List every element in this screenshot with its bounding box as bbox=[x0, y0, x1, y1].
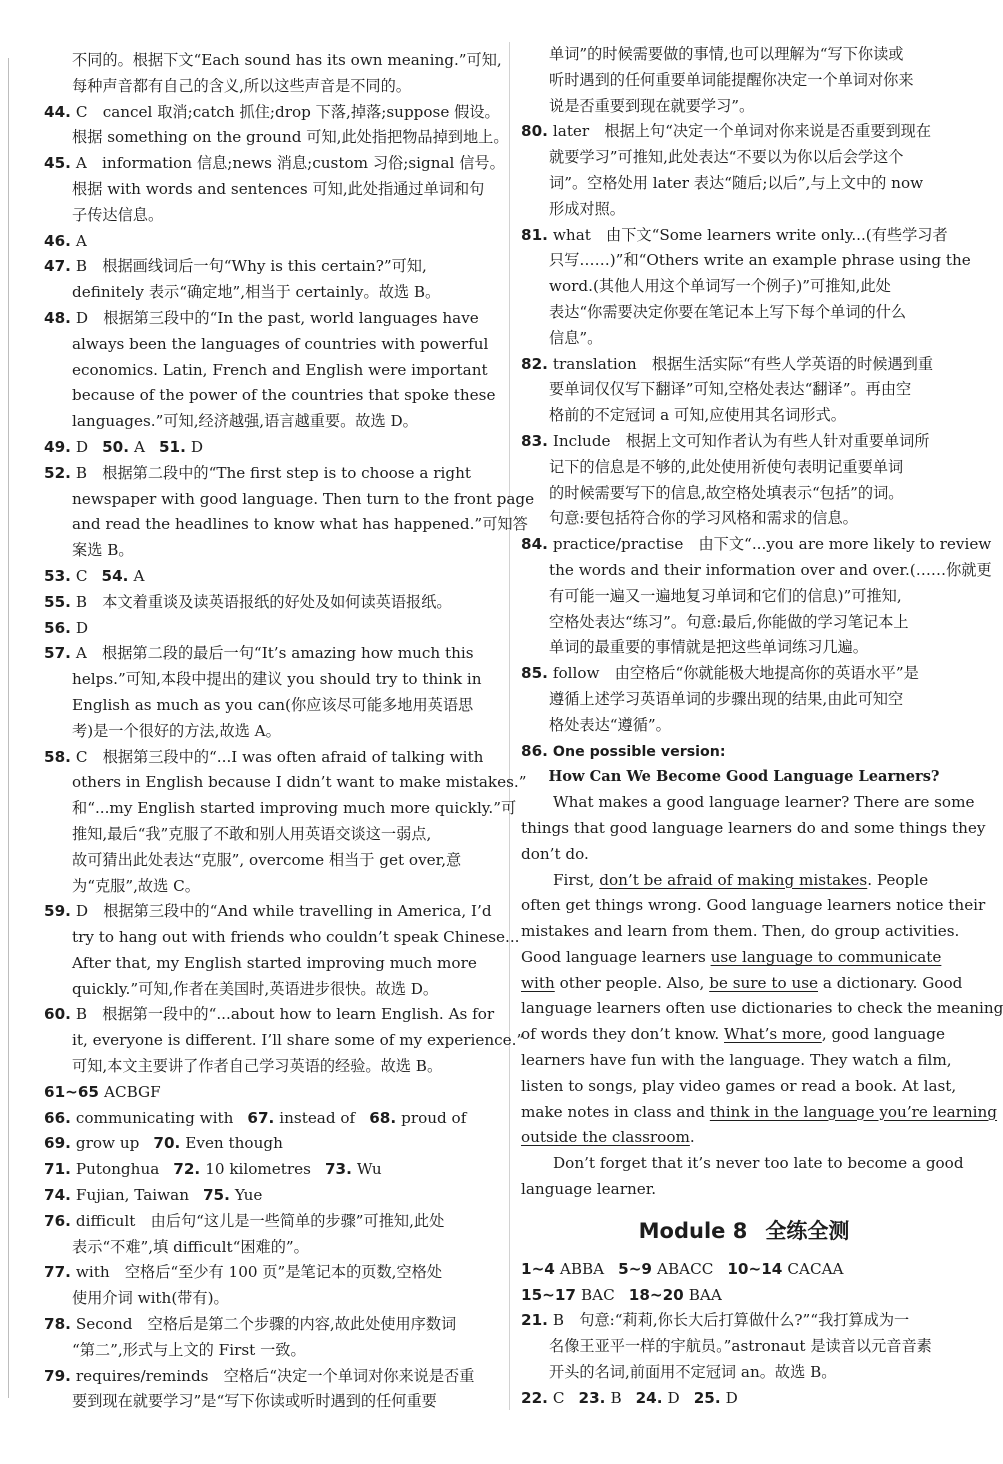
answer-text: BAC bbox=[581, 1285, 615, 1304]
answer-line bbox=[521, 713, 967, 739]
answer-line bbox=[521, 171, 967, 197]
answer-line bbox=[521, 635, 967, 661]
answer-line bbox=[44, 1002, 495, 1028]
essay-line bbox=[521, 1048, 967, 1074]
answer-number: 51. bbox=[158, 437, 186, 456]
essay-text: Don’t forget that it’s never too late to become a good bbox=[553, 1154, 964, 1173]
answer-text: C cancel 取消;catch 抓住;drop 下落,掉落;suppose 假设。 bbox=[75, 102, 500, 121]
essay-line bbox=[521, 790, 975, 816]
answer-line bbox=[44, 977, 490, 1003]
answer-text: A bbox=[75, 231, 87, 250]
answer-text: English as much as you can(你应该尽可能多地用英语思 bbox=[72, 695, 474, 714]
answer-text: ACBGF bbox=[104, 1082, 161, 1101]
essay-number: 86. bbox=[521, 741, 548, 760]
essay-text: make notes in class and bbox=[521, 1102, 710, 1121]
answer-text: 10 kilometres bbox=[205, 1160, 311, 1179]
answer-text: and read the headlines to know what has happened.”可知答 bbox=[72, 515, 528, 534]
essay-text: other people. Also, bbox=[554, 973, 710, 992]
essay-text: Good language learners bbox=[521, 947, 711, 966]
essay-line bbox=[521, 996, 1003, 1022]
answer-line bbox=[44, 1364, 490, 1390]
answer-line bbox=[44, 1209, 490, 1235]
answer-text: 说是否重要到现在就要学习”。 bbox=[549, 96, 755, 115]
essay-text: things that good language learners do and some things they bbox=[521, 818, 986, 837]
answer-line bbox=[521, 481, 967, 507]
answer-text: 为“克服”,故选 C。 bbox=[72, 876, 200, 895]
answer-line bbox=[521, 68, 967, 94]
answer-text: 空格处表达“练习”。句意:最后,你能做的学习笔记本上 bbox=[549, 612, 909, 631]
answer-line bbox=[44, 616, 490, 642]
answer-text: 要单词仅仅写下翻译”可知,空格处表达“翻译”。再由空 bbox=[549, 380, 912, 399]
module-subtitle: 全练全测 bbox=[765, 1217, 850, 1243]
answer-number: 46. bbox=[44, 231, 71, 250]
answer-line bbox=[521, 661, 967, 687]
answer-number: 57. bbox=[44, 644, 71, 663]
answer-text: 开头的名词,前面用不定冠词 an。故选 B。 bbox=[549, 1363, 837, 1382]
answer-line bbox=[44, 1338, 490, 1364]
essay-text: learners have fun with the language. They watch a film, bbox=[521, 1051, 952, 1070]
answer-number: 58. bbox=[44, 747, 71, 766]
underlined-phrase: use language to communicate bbox=[710, 947, 942, 966]
answer-text: practice/practise 由下文“...you are more likely to review bbox=[552, 535, 992, 554]
answer-line bbox=[44, 280, 490, 306]
answer-text: definitely 表示“确定地”,相当于 certainly。故选 B。 bbox=[72, 283, 441, 302]
underlined-phrase: don’t be afraid of making mistakes bbox=[599, 870, 868, 889]
answer-line bbox=[521, 455, 967, 481]
answer-text: Yue bbox=[234, 1186, 263, 1205]
essay-line bbox=[521, 1151, 967, 1177]
answer-line bbox=[44, 1389, 490, 1415]
answer-line bbox=[521, 377, 967, 403]
answer-line bbox=[44, 667, 490, 693]
answer-text: “第二”,形式与上文的 First 一致。 bbox=[72, 1340, 306, 1359]
answer-line bbox=[44, 1131, 490, 1157]
answer-text: C bbox=[75, 566, 88, 585]
answer-text: 案选 B。 bbox=[72, 541, 134, 560]
answer-text: A 根据第二段的最后一句“It’s amazing how much this bbox=[75, 644, 474, 663]
answer-number: 52. bbox=[44, 463, 71, 482]
answer-line bbox=[521, 558, 992, 584]
answer-number: 71. bbox=[44, 1160, 71, 1179]
answer-line bbox=[44, 925, 520, 951]
answer-line bbox=[44, 745, 490, 771]
answer-line bbox=[44, 1157, 490, 1183]
answer-line bbox=[521, 300, 967, 326]
answer-text: Even though bbox=[185, 1134, 283, 1153]
answer-number: 1~4 bbox=[521, 1259, 555, 1278]
answer-line bbox=[521, 403, 967, 429]
answer-line bbox=[521, 197, 967, 223]
answer-text: 单词”的时候需要做的事情,也可以理解为“写下你读或 bbox=[549, 45, 904, 63]
answer-text: 推知,最后“我”克服了不敢和别人用英语交谈这一弱点, bbox=[72, 824, 432, 843]
essay-text: . bbox=[689, 1128, 695, 1147]
answer-text: B 本文着重谈及读英语报纸的好处及如何读英语报纸。 bbox=[75, 592, 452, 611]
essay-heading bbox=[521, 739, 967, 765]
answer-number: 5~9 bbox=[618, 1259, 653, 1278]
answer-text: 和“...my English started improving much more quickly.”可 bbox=[72, 799, 517, 818]
answer-line bbox=[44, 48, 502, 74]
answer-line bbox=[44, 512, 528, 538]
essay-line bbox=[521, 1022, 967, 1048]
essay-text: a dictionary. Good bbox=[818, 973, 963, 992]
answer-line bbox=[44, 409, 490, 435]
answer-text: D bbox=[190, 437, 204, 456]
module-heading bbox=[521, 1209, 967, 1253]
answer-line bbox=[44, 1312, 490, 1338]
answer-line bbox=[44, 822, 490, 848]
essay-text: language learner. bbox=[521, 1180, 657, 1199]
answer-number: 79. bbox=[44, 1366, 71, 1385]
essay-text: language learners often use dictionaries to check the meaning bbox=[521, 999, 1003, 1018]
answer-line bbox=[44, 74, 490, 100]
answer-text: 就要学习”可推知,此处表达“不要以为你以后会学这个 bbox=[549, 148, 904, 167]
answer-line bbox=[44, 951, 490, 977]
answer-number: 15~17 bbox=[521, 1285, 576, 1304]
answer-text: 表达“你需要决定你要在笔记本上写下每个单词的什么 bbox=[549, 302, 907, 321]
essay-line bbox=[521, 1074, 967, 1100]
answer-text: 要到现在就要学习”是“写下你读或听时遇到的任何重要 bbox=[72, 1392, 437, 1411]
answer-line bbox=[521, 248, 971, 274]
answer-number: 74. bbox=[44, 1186, 71, 1205]
answer-text: translation 根据生活实际“有些人学英语的时候遇到重 bbox=[552, 354, 934, 373]
answer-line bbox=[44, 125, 509, 151]
answer-number: 67. bbox=[247, 1108, 275, 1127]
answer-text: the words and their information over and over.(……你就更 bbox=[549, 560, 992, 579]
essay-line bbox=[521, 842, 967, 868]
answer-number: 69. bbox=[44, 1134, 71, 1153]
answer-line bbox=[521, 506, 967, 532]
column-divider bbox=[509, 42, 510, 1410]
answer-text: 词”。空格处用 later 表达“随后;以后”,与上文中的 now bbox=[549, 173, 924, 192]
answer-text: D bbox=[667, 1388, 680, 1407]
answer-line bbox=[521, 1257, 967, 1283]
essay-line bbox=[521, 1177, 967, 1203]
answer-text: After that, my English started improving much more bbox=[72, 953, 477, 972]
answer-number: 73. bbox=[324, 1160, 352, 1179]
answer-text: 考)是一个很好的方法,故选 A。 bbox=[72, 721, 281, 740]
answer-line bbox=[44, 848, 490, 874]
essay-line bbox=[521, 1125, 967, 1151]
answer-line bbox=[44, 229, 490, 255]
answer-text: 根据 something on the ground 可知,此处指把物品掉到地上。 bbox=[72, 128, 509, 147]
answer-line bbox=[521, 610, 967, 636]
essay-heading-text: One possible version: bbox=[552, 743, 726, 760]
essay-line bbox=[521, 1100, 998, 1126]
answer-text: 遵循上述学习英语单词的步骤出现的结果,由此可知空 bbox=[549, 689, 904, 708]
answer-text: D bbox=[725, 1388, 738, 1407]
answer-number: 72. bbox=[173, 1160, 201, 1179]
answer-number: 70. bbox=[153, 1134, 181, 1153]
answer-number: 55. bbox=[44, 592, 71, 611]
underlined-phrase: outside the classroom bbox=[521, 1128, 690, 1147]
answer-number: 23. bbox=[578, 1388, 606, 1407]
essay-text: , good language bbox=[821, 1025, 945, 1044]
answer-line bbox=[44, 1260, 490, 1286]
answer-line bbox=[44, 770, 527, 796]
answer-text: BAA bbox=[688, 1285, 722, 1304]
answer-number: 45. bbox=[44, 154, 71, 173]
answer-text: 单词的最重要的事情就是把这些单词练习几遍。 bbox=[549, 638, 868, 657]
module-title: Module 8 bbox=[638, 1218, 748, 1243]
answer-number: 60. bbox=[44, 1005, 71, 1024]
answer-number: 53. bbox=[44, 566, 71, 585]
answer-text: CACAA bbox=[787, 1259, 844, 1278]
answer-line bbox=[521, 326, 967, 352]
answer-number: 25. bbox=[693, 1388, 721, 1407]
answer-number: 18~20 bbox=[628, 1285, 684, 1304]
answer-text: 使用介词 with(带有)。 bbox=[72, 1289, 229, 1308]
answer-text: 不同的。根据下文“Each sound has its own meaning.”可知, bbox=[72, 51, 502, 69]
answer-line bbox=[44, 719, 490, 745]
answer-line bbox=[44, 1183, 490, 1209]
answer-text: try to hang out with friends who couldn’t speak Chinese... bbox=[72, 928, 520, 947]
answer-text: 表示“不难”,填 difficult“困难的”。 bbox=[72, 1237, 309, 1256]
answer-line bbox=[44, 1235, 490, 1261]
answer-text: proud of bbox=[401, 1108, 467, 1127]
answer-text: Fujian, Taiwan bbox=[75, 1186, 189, 1205]
answer-number: 24. bbox=[635, 1388, 663, 1407]
answer-line bbox=[521, 1386, 967, 1412]
answer-line bbox=[44, 641, 490, 667]
answer-number: 66. bbox=[44, 1108, 71, 1127]
answer-line bbox=[44, 899, 490, 925]
answer-number: 59. bbox=[44, 902, 71, 921]
answer-line bbox=[44, 564, 490, 590]
answer-text: 句意:要包括符合你的学习风格和需求的信息。 bbox=[549, 509, 858, 528]
answer-line bbox=[44, 1286, 490, 1312]
answer-text: requires/reminds 空格后“决定一个单词对你来说是否重 bbox=[75, 1366, 475, 1385]
essay-text: don’t do. bbox=[521, 844, 589, 863]
answer-number: 68. bbox=[369, 1108, 397, 1127]
answer-line bbox=[44, 151, 505, 177]
answer-line bbox=[44, 1028, 525, 1054]
answer-text: Putonghua bbox=[75, 1160, 160, 1179]
answer-text: 根据 with words and sentences 可知,此处指通过单词和句 bbox=[72, 179, 485, 198]
essay-text: listen to songs, play video games or read a book. At last, bbox=[521, 1076, 957, 1095]
answer-text: Include 根据上文可知作者认为有些人针对重要单词所 bbox=[552, 431, 930, 450]
answer-text: others in English because I didn’t want to make mistakes.” bbox=[72, 773, 527, 792]
answer-number: 82. bbox=[521, 354, 548, 373]
answer-text: 只写……)”和“Others write an example phrase using the bbox=[549, 251, 971, 270]
essay-title: How Can We Become Good Language Learners? bbox=[548, 768, 940, 786]
answer-line bbox=[44, 435, 490, 461]
answer-text: D 根据第三段中的“And while travelling in America, I’d bbox=[75, 902, 492, 921]
essay-text: What makes a good language learner? There are some bbox=[553, 793, 975, 812]
essay-line bbox=[521, 971, 967, 997]
answer-text: 的时候需要写下的信息,故空格处填表示“包括”的词。 bbox=[549, 483, 904, 502]
answer-text: Wu bbox=[356, 1160, 382, 1179]
answer-text: languages.”可知,经济越强,语言越重要。故选 D。 bbox=[72, 412, 418, 431]
answer-text: B 根据第二段中的“The first step is to choose a right bbox=[75, 463, 471, 482]
answer-text: 名像王亚平一样的宇航员。”astronaut 是读音以元音音素 bbox=[549, 1337, 932, 1356]
answer-text: difficult 由后句“这儿是一些简单的步骤”可推知,此处 bbox=[75, 1211, 445, 1230]
answer-line bbox=[521, 274, 967, 300]
answer-line bbox=[44, 874, 490, 900]
essay-line bbox=[521, 919, 967, 945]
answer-text: Second 空格后是第二个步骤的内容,故此处使用序数词 bbox=[75, 1315, 457, 1334]
answer-text: 格前的不定冠词 a 可知,应使用其名词形式。 bbox=[549, 406, 846, 425]
answer-line bbox=[521, 1283, 967, 1309]
answer-line bbox=[521, 584, 967, 610]
answer-line bbox=[44, 177, 490, 203]
answer-line bbox=[521, 1334, 967, 1360]
answer-text: communicating with bbox=[75, 1108, 234, 1127]
answer-text: newspaper with good language. Then turn to the front page bbox=[72, 489, 535, 508]
answer-number: 47. bbox=[44, 257, 71, 276]
answer-line bbox=[44, 254, 490, 280]
essay-text: of words they don’t know. bbox=[521, 1025, 725, 1044]
underlined-phrase: be sure to use bbox=[709, 973, 819, 992]
answer-line bbox=[521, 119, 967, 145]
answer-text: 格处表达“遵循”。 bbox=[549, 715, 671, 734]
answer-number: 44. bbox=[44, 102, 71, 121]
answer-text: C 根据第三段中的“...I was often afraid of talking with bbox=[75, 747, 484, 766]
answer-line bbox=[44, 100, 500, 126]
answer-line bbox=[44, 203, 490, 229]
answer-text: B 句意:“莉莉,你长大后打算做什么?”“我打算成为一 bbox=[552, 1311, 910, 1330]
answer-line bbox=[44, 383, 496, 409]
underlined-phrase: What’s more bbox=[724, 1025, 822, 1044]
answer-text: 可知,本文主要讲了作者自己学习英语的经验。故选 B。 bbox=[72, 1057, 443, 1076]
essay-text: mistakes and learn from them. Then, do group activities. bbox=[521, 922, 960, 941]
answer-text: follow 由空格后“你就能极大地提高你的英语水平”是 bbox=[552, 664, 919, 683]
answer-line bbox=[44, 1080, 490, 1106]
answer-line bbox=[44, 461, 490, 487]
answer-text: A bbox=[133, 566, 145, 585]
answer-line bbox=[521, 94, 967, 120]
answer-text: 故可猜出此处表达“克服”, overcome 相当于 get over,意 bbox=[72, 850, 462, 869]
answer-text: 每种声音都有自己的含义,所以这些声音是不同的。 bbox=[72, 76, 411, 95]
answer-line bbox=[521, 223, 967, 249]
answer-text: 听时遇到的任何重要单词能提醒你决定一个单词对你来 bbox=[549, 70, 914, 89]
answer-line bbox=[521, 1360, 967, 1386]
module-answers bbox=[521, 1257, 967, 1412]
answer-line bbox=[44, 693, 490, 719]
left-margin-rule bbox=[8, 58, 9, 1398]
answer-text: C bbox=[552, 1388, 565, 1407]
answer-text: 记下的信息是不够的,此处使用祈使句表明记重要单词 bbox=[549, 457, 904, 476]
answer-text: A bbox=[134, 437, 145, 456]
answer-text: ABBA bbox=[559, 1259, 605, 1278]
right-column bbox=[521, 42, 1003, 1412]
answer-number: 85. bbox=[521, 664, 548, 683]
answer-number: 48. bbox=[44, 308, 71, 327]
answer-number: 77. bbox=[44, 1263, 71, 1282]
answer-line bbox=[521, 687, 967, 713]
answer-text: helps.”可知,本段中提出的建议 you should try to think in bbox=[72, 670, 482, 689]
answer-text: B 根据第一段中的“...about how to learn English. As for bbox=[75, 1005, 495, 1024]
answer-line bbox=[44, 590, 490, 616]
answer-text: what 由下文“Some learners write only...(有些学习者 bbox=[552, 225, 948, 244]
right-column-answers bbox=[521, 42, 992, 739]
answer-number: 75. bbox=[202, 1186, 230, 1205]
answer-number: 50. bbox=[102, 437, 129, 456]
answer-line bbox=[521, 352, 967, 378]
answer-text: word.(其他人用这个单词写一个例子)”可推知,此处 bbox=[549, 277, 891, 296]
answer-number: 49. bbox=[44, 437, 71, 456]
answer-line bbox=[44, 538, 490, 564]
answer-line bbox=[44, 1106, 490, 1132]
answer-text: later 根据上句“决定一个单词对你来说是否重要到现在 bbox=[552, 122, 932, 141]
answer-text: 信息”。 bbox=[549, 328, 603, 347]
essay-line bbox=[521, 868, 967, 894]
answer-text: grow up bbox=[75, 1134, 140, 1153]
essay-line bbox=[521, 816, 986, 842]
answer-number: 54. bbox=[101, 566, 129, 585]
answer-text: instead of bbox=[279, 1108, 356, 1127]
answer-line bbox=[44, 332, 490, 358]
answer-number: 83. bbox=[521, 431, 548, 450]
essay-line bbox=[521, 893, 986, 919]
answer-text: because of the power of the countries that spoke these bbox=[72, 386, 496, 405]
answer-number: 80. bbox=[521, 122, 548, 141]
answer-line bbox=[44, 358, 490, 384]
answer-line bbox=[521, 42, 967, 68]
answer-text: ABACC bbox=[657, 1259, 714, 1278]
answer-number: 21. bbox=[521, 1311, 548, 1330]
answer-text: it, everyone is different. I’ll share some of my experience.” bbox=[72, 1031, 525, 1050]
answer-number: 22. bbox=[521, 1388, 548, 1407]
answer-text: always been the languages of countries with powerful bbox=[72, 334, 489, 353]
answer-text: A information 信息;news 消息;custom 习俗;signal 信号。 bbox=[75, 154, 505, 173]
answer-text: quickly.”可知,作者在美国时,英语进步很快。故选 D。 bbox=[72, 979, 439, 998]
answer-line bbox=[521, 532, 992, 558]
answer-number: 10~14 bbox=[727, 1259, 783, 1278]
answer-text: with 空格后“至少有 100 页”是笔记本的页数,空格处 bbox=[75, 1263, 443, 1282]
answer-line bbox=[521, 429, 967, 455]
underlined-phrase: with bbox=[521, 973, 555, 992]
answer-text: B 根据画线词后一句“Why is this certain?”可知, bbox=[75, 257, 427, 276]
answer-line bbox=[521, 145, 967, 171]
answer-number: 76. bbox=[44, 1211, 71, 1230]
answer-text: 子传达信息。 bbox=[72, 205, 164, 224]
answer-number: 61~65 bbox=[44, 1082, 99, 1101]
answer-text: 有可能一遍又一遍地复习单词和它们的信息)”可推知, bbox=[549, 586, 902, 605]
answer-number: 78. bbox=[44, 1315, 71, 1334]
answer-text: 形成对照。 bbox=[549, 199, 625, 218]
essay-body bbox=[521, 790, 1003, 1203]
answer-number: 81. bbox=[521, 225, 548, 244]
answer-number: 56. bbox=[44, 618, 71, 637]
answer-line bbox=[521, 1308, 967, 1334]
answer-text: D bbox=[75, 618, 89, 637]
answer-line bbox=[44, 487, 535, 513]
answer-text: D 根据第三段中的“In the past, world languages have bbox=[75, 308, 479, 327]
answer-line bbox=[44, 306, 490, 332]
essay-text: often get things wrong. Good language learners notice their bbox=[521, 896, 986, 915]
answer-number: 84. bbox=[521, 535, 548, 554]
answer-line bbox=[44, 796, 517, 822]
answer-text: B bbox=[610, 1388, 622, 1407]
underlined-phrase: think in the language you’re learning bbox=[709, 1102, 998, 1121]
essay-line bbox=[521, 945, 967, 971]
answer-text: economics. Latin, French and English were important bbox=[72, 360, 488, 379]
answer-text: D bbox=[75, 437, 89, 456]
essay-text: . People bbox=[867, 870, 929, 889]
essay-text: First, bbox=[553, 870, 600, 889]
answer-line bbox=[44, 1054, 490, 1080]
